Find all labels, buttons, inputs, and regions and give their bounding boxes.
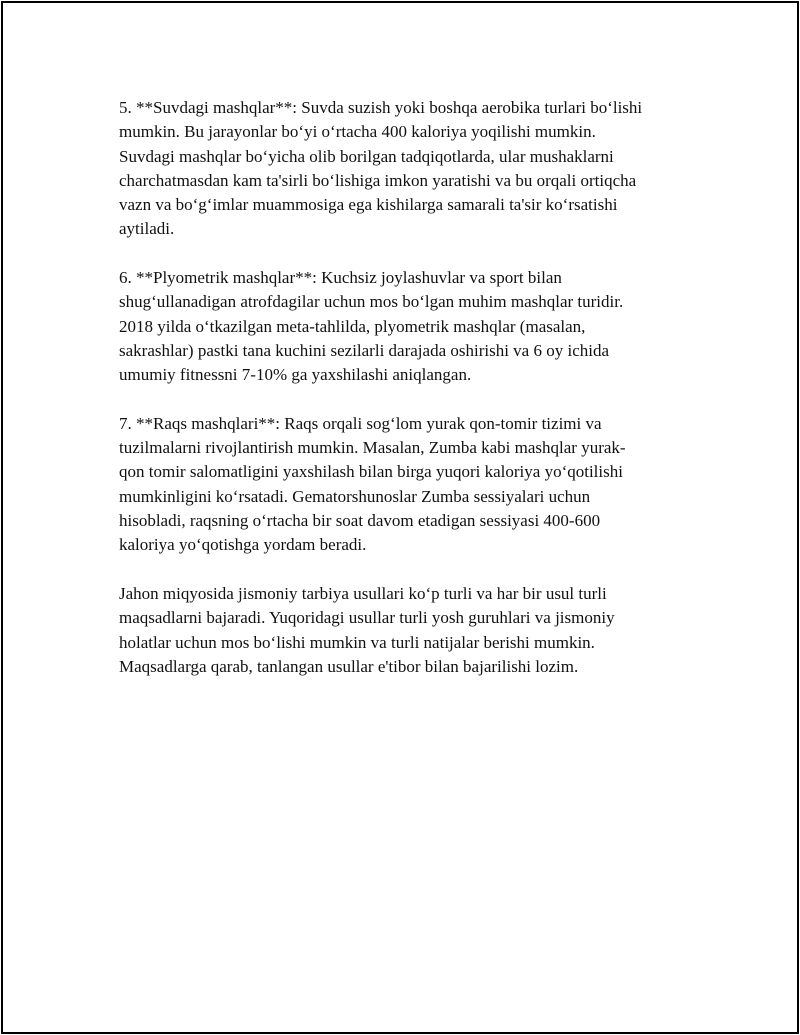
paragraph-plyometrik-mashqlar: 6. **Plyometrik mashqlar**: Kuchsiz joylashuvlar va sport bilan shug‘ullanadigan atrofdagilar uchun mos bo‘lgan muhim mashqlar turidir. 2018 yilda o‘tkazilgan meta-tahlilda, plyometrik mashqlar (masalan, sakrashlar) pastki tana kuchini sezilarli darajada oshirishi va 6 oy ichida umumiy fitnessni 7-10% ga yaxshilashi aniqlangan.: [119, 268, 624, 385]
paragraph-raqs-mashqlari: 7. **Raqs mashqlari**: Raqs orqali sog‘lom yurak qon-tomir tizimi va tuzilmalarni rivojlantirish mumkin. Masalan, Zumba kabi mashqlar yurak- qon tomir salomatligini yaxshilash bilan birga yuqori kaloriya yo‘qotilishi mumkinligini ko‘rsatadi. Gematorshunoslar Zumba sessiyalari uchun hisobladi, raqsning o‘rtacha bir soat davom etadigan sessiyasi 400-600 kaloriya yo‘qotishga yordam beradi.: [119, 413, 626, 555]
paragraph-conclusion: Jahon miqyosida jismoniy tarbiya usullari ko‘p turli va har bir usul turli maqsadlarni bajaradi. Yuqoridagi usullar turli yosh guruhlari va jismoniy holatlar uchun mos bo‘lishi mumkin va turli natijalar berishi mumkin. Maqsadlarga qarab, tanlangan usullar e'tibor bilan bajarilishi lozim.: [119, 583, 615, 676]
document-body: [119, 96, 699, 703]
paragraph-suvdagi-mashqlar: 5. **Suvdagi mashqlar**: Suvda suzish yoki boshqa aerobika turlari bo‘lishi mumkin. Bu jarayonlar bo‘yi o‘rtacha 400 kaloriya yoqilishi mumkin. Suvdagi mashqlar bo‘yicha olib borilgan tadqiqotlarda, ular mushaklarni charchatmasdan kam ta'sirli bo‘lishiga imkon yaratishi va bu orqali ortiqcha vazn va bo‘g‘imlar muammosiga ega kishilarga samarali ta'sir ko‘rsatishi aytiladi.: [119, 98, 643, 239]
document-page: [1, 1, 799, 1034]
